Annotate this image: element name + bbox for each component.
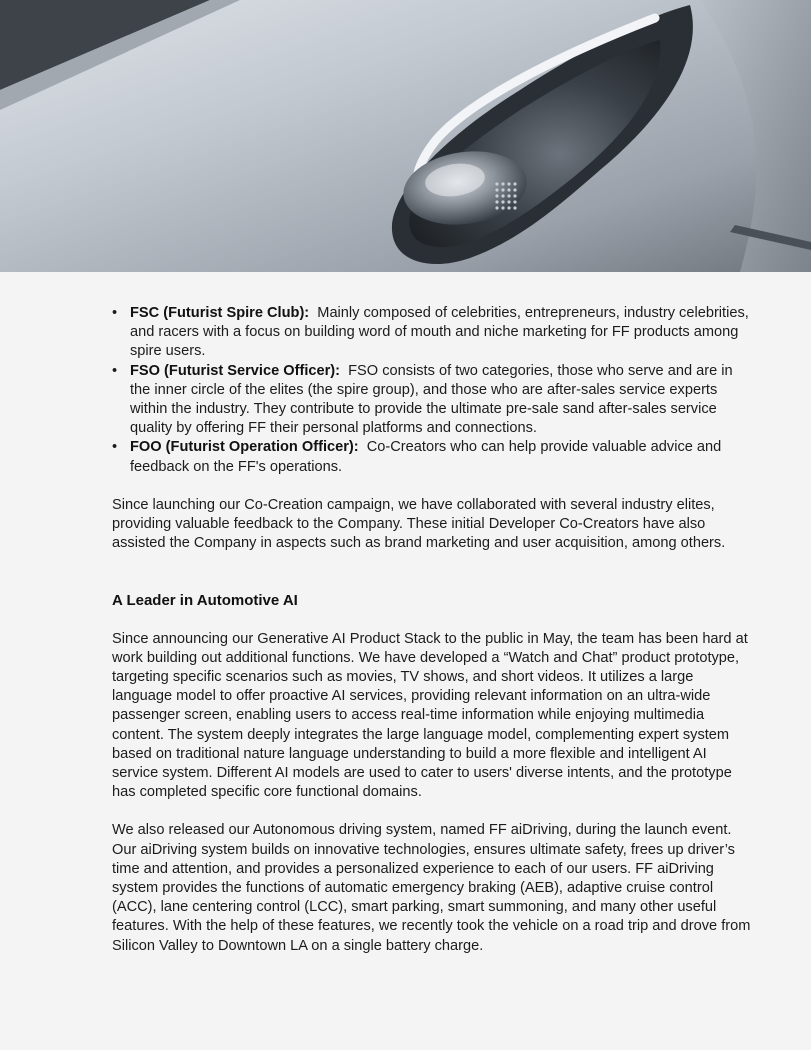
member-category-list	[112, 304, 752, 477]
list-item	[112, 304, 752, 362]
bullet-term: FSC (Futurist Spire Club):	[130, 305, 310, 321]
bullet-icon: •	[112, 305, 118, 321]
section-heading: A Leader in Automotive AI	[112, 592, 298, 610]
generative-ai-paragraph: Since announcing our Generative AI Product Stack to the public in May, the team has been hard at work building out additional functions. We have developed a “Watch and Chat” product prototype, targeting specific scenarios such as movies, TV shows, and short videos. It utilizes a large language model to offer proactive AI services, providing relevant information on an ultra-wide passenger screen, enabling users to access real-time information while enjoying multimedia content. The system deeply integrates the large language model, complementing expert system based on traditional nature language understanding to build a more flexible and intelligent AI service system. Different AI models are used to cater to users' diverse intents, and the prototype has completed specific core functional domains.	[112, 630, 748, 801]
car-headlight-photo	[0, 0, 811, 272]
bullet-term: FSO (Futurist Service Officer):	[130, 362, 341, 379]
bullet-text: Co-Creators who can help provide valuable advice and feedback on the FF's operations.	[130, 439, 722, 475]
bullet-text: FSO consists of two categories, those who serve and are in the inner circle of the elites (the spire group), and those who are after-sales service experts within the industry. They contribute to provide the ultimate pre-sale sand after-sales service quality by offering FF their personal platforms and connections.	[130, 362, 733, 437]
bullet-term: FOO (Futurist Operation Officer):	[130, 439, 359, 456]
bullet-icon: •	[112, 362, 118, 379]
list-item	[112, 362, 752, 439]
list-item	[112, 438, 752, 476]
document-body	[112, 304, 752, 956]
aidriving-paragraph: We also released our Autonomous driving system, named FF aiDriving, during the launch event. Our aiDriving system builds on innovative technologies, ensures ultimate safety, frees up driver’s time and attention, and provides a personalized experience to each of our users. FF aiDriving system provides the functions of automatic emergency braking (AEB), adaptive cruise control (ACC), lane centering control (LCC), smart parking, smart summoning, and many other useful features. With the help of these features, we recently took the vehicle on a road trip and drove from Silicon Valley to Downtown LA on a single battery charge.	[112, 822, 751, 954]
bullet-icon: •	[112, 439, 118, 456]
bullet-text: Mainly composed of celebrities, entrepreneurs, industry celebrities, and racers with a focus on building word of mouth and niche marketing for FF products among spire users.	[130, 305, 749, 360]
co-creation-paragraph: Since launching our Co-Creation campaign, we have collaborated with several industry elites, providing valuable feedback to the Company. These initial Developer Co-Creators have also assisted the Company in aspects such as brand marketing and user acquisition, among others.	[112, 496, 726, 552]
